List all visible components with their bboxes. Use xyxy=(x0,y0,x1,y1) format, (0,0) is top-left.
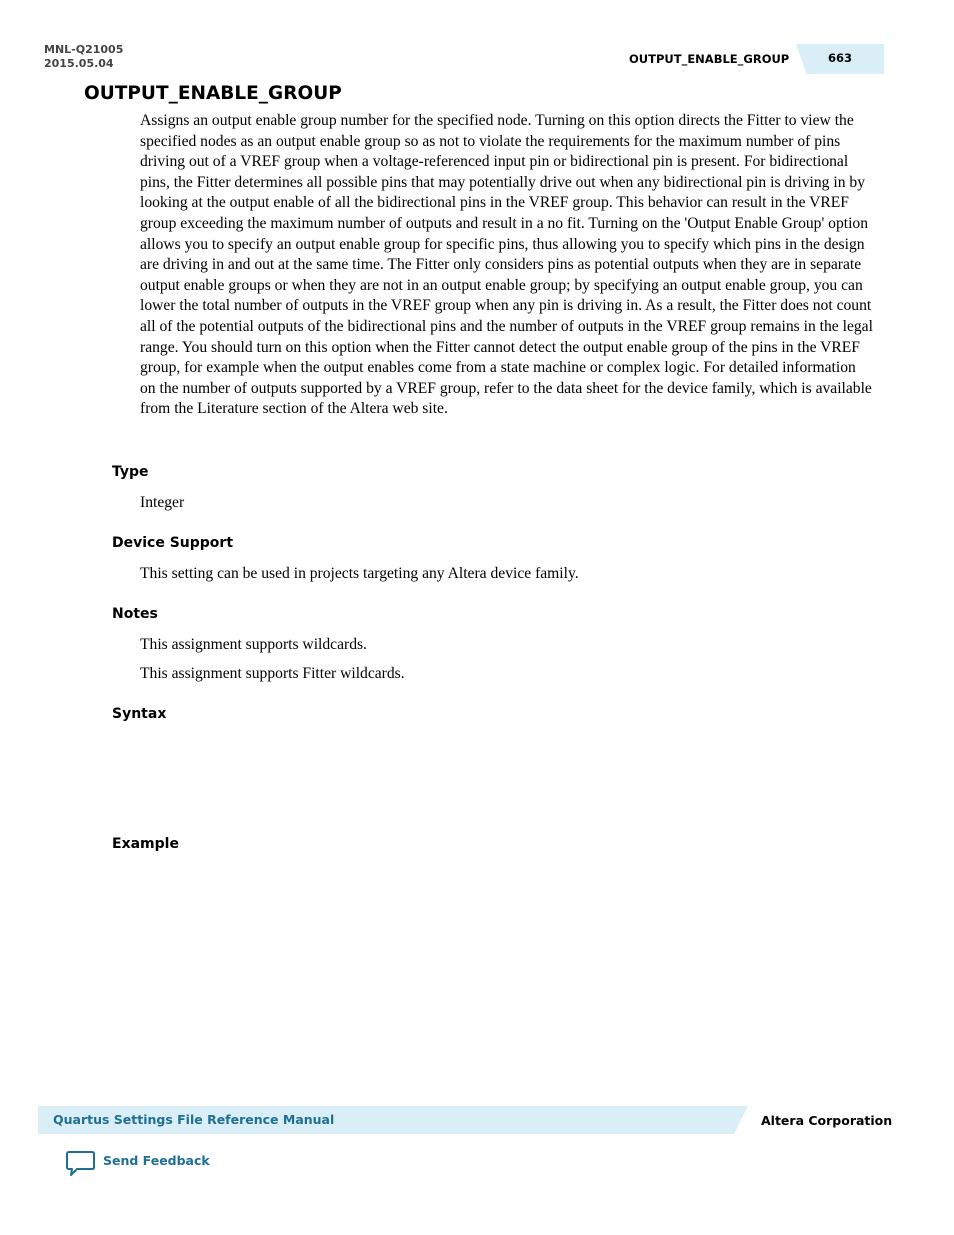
page-number: 663 xyxy=(828,51,853,65)
syntax-heading: Syntax xyxy=(112,706,167,722)
description-paragraph: Assigns an output enable group number for the specified node. Turning on this option directs the Fitter to view the specified nodes as an output enable group so as not to violate the requirements for the maximum number of pins driving out of a VREF group when a voltage-referenced input pin or bidirectional pin is present. For bidirectional pins, the Fitter determines all possible pins that may potentially drive out when any bidirectional pin is driving in by looking at the output enable of all the bidirectional pins in the VREF group. This behavior can result in the VREF group exceeding the maximum number of outputs and result in a no fit. Turning on the 'Output Enable Group' option allows you to specify an output enable group for specific pins, thus allowing you to specify which pins in the design are driving in and out at the same time. The Fitter only considers pins as potential outputs when they are in separate output enable groups or when they are not in an output enable group; by specifying an output enable group, you can lower the total number of outputs in the VREF group when any pin is driving in. As a result, the Fitter does not count all of the potential outputs of the bidirectional pins and the number of outputs in the VREF group remains in the legal range. You should turn on this option when the Fitter cannot detect the output enable group of the pins in the VREF group, for example when the output enables come from a state machine or complex logic. For detailed information on the number of outputs supported by a VREF group, refer to the data sheet for the device family, which is available from the Literature section of the Altera web site. xyxy=(140,112,873,418)
footer-manual-title[interactable]: Quartus Settings File Reference Manual xyxy=(53,1112,335,1127)
running-header-title: OUTPUT_ENABLE_GROUP xyxy=(629,52,790,66)
device-support-heading: Device Support xyxy=(112,535,234,551)
send-feedback-link[interactable]: Send Feedback xyxy=(103,1153,210,1168)
speech-bubble-icon[interactable] xyxy=(65,1150,96,1178)
note-item-wildcards: This assignment supports wildcards. xyxy=(140,636,367,653)
document-number: MNL-Q21005 xyxy=(44,43,124,56)
type-heading: Type xyxy=(112,464,149,480)
document-date: 2015.05.04 xyxy=(44,57,114,70)
type-value: Integer xyxy=(140,494,185,511)
device-support-text: This setting can be used in projects targeting any Altera device family. xyxy=(140,565,579,582)
notes-heading: Notes xyxy=(112,606,158,622)
document-id xyxy=(44,43,123,71)
footer-company: Altera Corporation xyxy=(761,1113,893,1128)
example-heading: Example xyxy=(112,836,179,852)
note-item-fitter-wildcards: This assignment supports Fitter wildcards. xyxy=(140,665,405,682)
page-title: OUTPUT_ENABLE_GROUP xyxy=(84,83,342,104)
